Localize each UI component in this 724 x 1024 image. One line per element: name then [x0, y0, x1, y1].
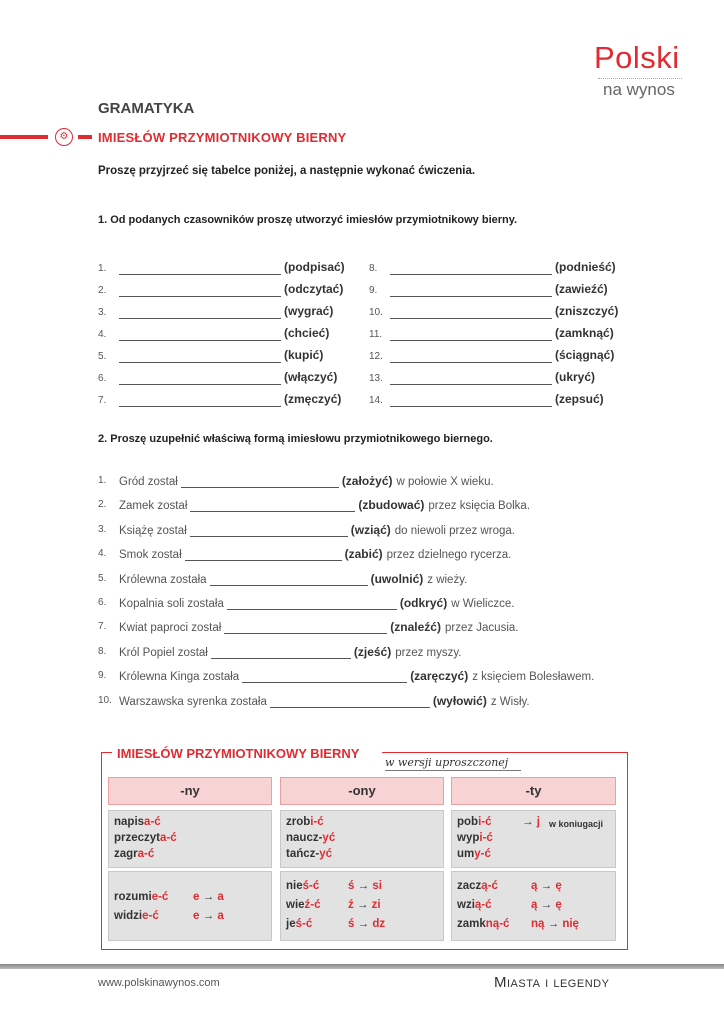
exercise1-verb: (zamknąć) — [555, 326, 614, 340]
exercise2-sentence — [119, 570, 467, 586]
exercise2-verb: (zbudować) — [358, 498, 425, 513]
exercise2-title: 2. Proszę uzupełnić właściwą formą imiesłowu przymiotnikowego biernego. — [98, 433, 493, 445]
footer-bar — [0, 964, 724, 969]
rule-e-a-1: e → a — [193, 891, 224, 903]
example-wiezc: wieź-ć — [286, 899, 321, 911]
sentence-start: Gród został — [119, 476, 178, 488]
exercise2-answer-field[interactable] — [185, 548, 342, 561]
footer-url[interactable]: www.polskinawynos.com — [98, 977, 220, 989]
exercise2-answer-field[interactable] — [211, 646, 351, 659]
logo-brand: Polski — [594, 40, 680, 75]
exercise1-number: 2. — [98, 285, 107, 296]
example-tanczyc: tańcz-yć — [286, 848, 333, 860]
exercise2-answer-field[interactable] — [224, 621, 387, 634]
exercise1-verb: (ściągnąć) — [555, 348, 615, 362]
logo-divider — [598, 78, 682, 79]
header-ty: -ty — [451, 777, 616, 805]
rule-j: → j — [522, 816, 540, 828]
sentence-end: przez myszy. — [395, 646, 462, 659]
exercise1-verb: (włączyć) — [284, 370, 338, 384]
example-zamknac: zamkną-ć — [457, 918, 510, 930]
exercise2-answer-field[interactable] — [190, 499, 355, 512]
example-nauczyc: naucz-yć — [286, 832, 336, 844]
exercise2-answer-field[interactable] — [227, 597, 397, 610]
exercise1-answer-field[interactable] — [119, 296, 281, 297]
exercise1-verb: (chcieć) — [284, 326, 330, 340]
series-title: Miasta i legendy — [494, 974, 610, 991]
exercise2-verb: (znaleźć) — [390, 620, 441, 635]
example-przeczytac: przeczyta-ć — [114, 832, 177, 844]
header-ony: -ony — [280, 777, 444, 805]
sentence-start: Smok został — [119, 549, 182, 562]
rule-s-dz: ś → dz — [348, 918, 386, 930]
exercise1-verb: (podpisać) — [284, 260, 345, 274]
sentence-start: Zamek został — [119, 500, 188, 513]
exercise2-sentence — [119, 496, 530, 512]
exercise1-answer-field[interactable] — [390, 340, 552, 341]
exercise2-verb: (wziąć) — [350, 522, 391, 537]
exercise1-number: 5. — [98, 351, 107, 362]
exercise2-number: 2. — [98, 499, 107, 511]
exercise2-sentence — [119, 545, 511, 561]
exercise2-answer-field[interactable] — [190, 524, 348, 537]
sentence-end: w Wieliczce. — [451, 598, 515, 610]
example-jesc: jeś-ć — [286, 918, 313, 930]
exercise2-answer-field[interactable] — [270, 695, 430, 708]
exercise2-answer-field[interactable] — [181, 475, 339, 488]
exercise2-number: 7. — [98, 621, 107, 633]
topic-bar-right — [78, 135, 92, 139]
exercise2-answer-field[interactable] — [242, 670, 407, 683]
sentence-end: z wieży. — [427, 573, 468, 586]
section-title: GRAMATYKA — [98, 100, 195, 117]
exercise1-answer-field[interactable] — [119, 362, 281, 363]
exercise2-number: 1. — [98, 475, 107, 486]
sentence-start: Warszawska syrenka została — [119, 695, 267, 708]
sentence-start: Kopalnia soli została — [119, 598, 224, 610]
sentence-end: przez dzielnego rycerza. — [386, 549, 512, 562]
sentence-end: przez Jacusia. — [444, 622, 519, 635]
logo-subtitle: na wynos — [603, 80, 675, 99]
exercise2-sentence — [119, 692, 530, 708]
example-napisac: napisa-ć — [114, 816, 161, 828]
sentence-end: z księciem Bolesławem. — [472, 671, 595, 684]
example-widziec: widzie-ć — [114, 910, 159, 922]
grammar-table-title: IMIESŁÓW PRZYMIOTNIKOWY BIERNY — [117, 746, 360, 761]
exercise2-sentence — [119, 521, 515, 537]
example-rozumiec: rozumie-ć — [114, 891, 169, 903]
exercise1-verb: (kupić) — [284, 348, 324, 362]
exercise1-number: 14. — [369, 395, 383, 406]
sentence-start: Królewna została — [119, 573, 207, 586]
exercise2-number: 8. — [98, 645, 107, 657]
exercise1-answer-field[interactable] — [390, 296, 552, 297]
exercise1-verb: (odczytać) — [284, 282, 344, 296]
example-zaczac: zaczą-ć — [457, 880, 498, 892]
rule-j-note: w koniugacji — [549, 819, 604, 829]
exercise2-sentence — [119, 472, 494, 488]
exercise2-verb: (zabić) — [344, 547, 383, 562]
example-zagrac: zagra-ć — [114, 848, 155, 860]
exercise1-answer-field[interactable] — [390, 318, 552, 319]
exercise1-verb: (wygrać) — [284, 304, 334, 318]
exercise1-answer-field[interactable] — [119, 340, 281, 341]
exercise2-number: 5. — [98, 572, 107, 584]
exercise1-number: 10. — [369, 307, 383, 318]
rule-s-si: ś → si — [348, 880, 382, 892]
exercise1-answer-field[interactable] — [119, 318, 281, 319]
example-pobic: pobi-ć — [457, 816, 492, 828]
exercise2-sentence — [119, 667, 594, 683]
exercise1-verb: (ukryć) — [555, 370, 596, 384]
exercise1-number: 12. — [369, 351, 383, 362]
exercise2-sentence — [119, 594, 514, 610]
exercise1-number: 1. — [98, 263, 107, 274]
exercise2-number: 9. — [98, 670, 107, 682]
exercise1-number: 7. — [98, 395, 107, 406]
exercise1-number: 9. — [369, 285, 378, 296]
sentence-start: Królewna Kinga została — [119, 671, 240, 684]
exercise1-title: 1. Od podanych czasowników proszę utworzyć imiesłów przymiotnikowy bierny. — [98, 214, 518, 226]
exercise2-verb: (założyć) — [341, 474, 393, 488]
sentence-start: Kwiat paproci został — [119, 622, 222, 635]
sentence-end: w połowie X wieku. — [396, 476, 494, 488]
example-wypic: wypi-ć — [457, 832, 493, 844]
sentence-start: Król Popiel został — [119, 646, 208, 659]
sentence-end: do niewoli przez wroga. — [394, 524, 515, 537]
exercise1-verb: (podnieść) — [555, 260, 616, 274]
exercise2-number: 10. — [98, 694, 112, 706]
cell-ny-2 — [108, 871, 272, 941]
exercise1-answer-field[interactable] — [390, 274, 552, 275]
header-ny: -ny — [108, 777, 272, 805]
exercise1-answer-field[interactable] — [390, 406, 552, 407]
exercise1-number: 8. — [369, 263, 378, 274]
exercise1-answer-field[interactable] — [119, 274, 281, 275]
exercise1-verb: (zmęczyć) — [284, 392, 342, 406]
exercise2-number: 3. — [98, 523, 107, 535]
exercise1-number: 11. — [369, 329, 383, 340]
exercise1-verb: (zawieźć) — [555, 282, 608, 296]
exercise1-number: 4. — [98, 329, 107, 340]
exercise2-number: 4. — [98, 548, 107, 560]
rule-a-e-1: ą → ę — [531, 880, 562, 892]
exercise2-sentence — [119, 643, 461, 659]
subtitle-underline — [385, 770, 521, 771]
example-wziac: wzią-ć — [457, 899, 492, 911]
exercise2-sentence — [119, 618, 518, 634]
example-zrobic: zrobi-ć — [286, 816, 324, 828]
example-niesc: nieś-ć — [286, 880, 320, 892]
rule-na-nie: ną → nię — [531, 918, 579, 930]
sentence-start: Książę został — [119, 524, 187, 537]
grammar-table-subtitle: w wersji uproszczonej — [385, 756, 509, 769]
exercise2-verb: (zaręczyć) — [410, 669, 469, 684]
rule-e-a-2: e → a — [193, 910, 224, 922]
sentence-end: przez księcia Bolka. — [428, 500, 531, 513]
exercise1-number: 6. — [98, 373, 107, 384]
example-umyc: umy-ć — [457, 848, 491, 860]
sentence-end: z Wisły. — [490, 695, 530, 708]
exercise1-verb: (zepsuć) — [555, 392, 604, 406]
exercise1-answer-field[interactable] — [119, 406, 281, 407]
rule-a-e-2: ą → ę — [531, 899, 562, 911]
exercise1-answer-field[interactable] — [390, 362, 552, 363]
exercise2-number: 6. — [98, 597, 107, 608]
rule-z-zi: ź → zi — [348, 899, 381, 911]
exercise1-number: 13. — [369, 373, 383, 384]
topic-title: IMIESŁÓW PRZYMIOTNIKOWY BIERNY — [98, 130, 347, 145]
topic-bar — [0, 135, 48, 139]
exercise2-verb: (wyłowić) — [432, 693, 487, 708]
exercise1-answer-field[interactable] — [390, 384, 552, 385]
intro-text: Proszę przyjrzeć się tabelce poniżej, a następnie wykonać ćwiczenia. — [98, 165, 476, 177]
exercise2-verb: (uwolnić) — [370, 571, 424, 586]
exercise2-verb: (zjeść) — [353, 644, 392, 659]
exercise1-number: 3. — [98, 307, 107, 318]
exercise2-verb: (odkryć) — [399, 596, 448, 610]
exercise2-answer-field[interactable] — [210, 573, 368, 586]
grammar-icon: ⚙ — [55, 128, 73, 146]
exercise1-answer-field[interactable] — [119, 384, 281, 385]
exercise1-verb: (zniszczyć) — [555, 304, 619, 318]
